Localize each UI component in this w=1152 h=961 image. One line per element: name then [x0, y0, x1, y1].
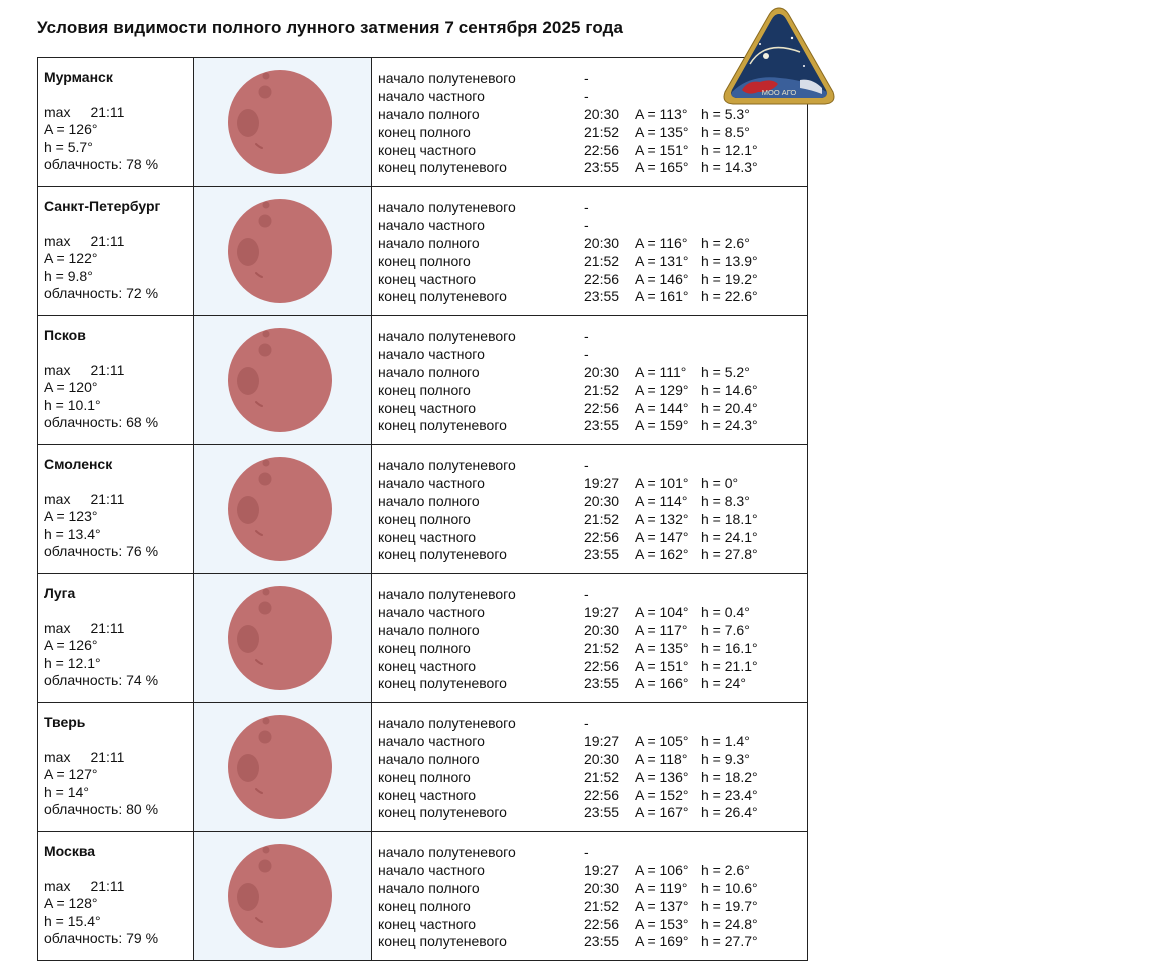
event-row — [378, 417, 807, 435]
event-azimuth — [635, 328, 701, 346]
event-row — [378, 271, 807, 289]
event-altitude: h = 0° — [701, 474, 739, 491]
altitude-value: h = 10.1° — [44, 396, 101, 413]
city-name: Тверь — [44, 714, 86, 730]
event-altitude: h = 24.8° — [701, 915, 758, 932]
event-row — [378, 288, 807, 306]
max-time: 21:11 — [90, 619, 125, 636]
city-row — [38, 58, 808, 187]
event-azimuth: A = 146° — [635, 270, 689, 287]
events-cell — [372, 445, 808, 574]
moon-image-cell — [194, 574, 372, 703]
event-row — [378, 733, 807, 751]
cloudiness-value: 78 % — [126, 156, 159, 172]
event-altitude: h = 8.5° — [701, 123, 750, 140]
event-row — [378, 400, 807, 418]
event-time: 19:27 — [584, 861, 620, 878]
event-altitude: h = 13.9° — [701, 252, 758, 269]
event-altitude: h = 2.6° — [701, 861, 750, 878]
max-time: 21:11 — [90, 877, 125, 894]
event-row — [378, 715, 807, 733]
max-line: max 21:11 — [44, 490, 125, 507]
event-azimuth: A = 101° — [635, 474, 689, 491]
events-list — [378, 715, 807, 822]
max-time: 21:11 — [90, 103, 125, 120]
event-label: начало частного — [378, 474, 485, 491]
altitude-value: h = 13.4° — [44, 525, 101, 542]
event-row — [378, 253, 807, 271]
event-label: начало полного — [378, 621, 480, 638]
event-altitude: h = 10.6° — [701, 879, 758, 896]
event-row — [378, 658, 807, 676]
event-row — [378, 159, 807, 177]
event-time: 23:55 — [584, 804, 620, 821]
event-label: конец полутеневого — [378, 933, 507, 950]
city-name: Москва — [44, 843, 96, 859]
city-info-cell — [38, 316, 194, 445]
event-row — [378, 640, 807, 658]
cloudiness-line: облачность: 68 % — [44, 414, 159, 430]
event-label: начало частного — [378, 216, 485, 233]
cloudiness-value: 72 % — [126, 285, 159, 301]
event-label: конец частного — [378, 528, 477, 545]
event-altitude: h = 16.1° — [701, 639, 758, 656]
event-time: 19:27 — [584, 603, 620, 620]
azimuth-value: A = 126° — [44, 637, 98, 653]
moon-image-cell — [194, 316, 372, 445]
max-time: 21:11 — [90, 490, 125, 507]
red-moon-icon — [226, 842, 334, 950]
event-time: 22:56 — [584, 270, 620, 287]
event-azimuth — [635, 457, 701, 475]
event-azimuth: A = 135° — [635, 639, 689, 656]
red-moon-icon — [226, 455, 334, 563]
visibility-table — [37, 57, 808, 961]
event-row — [378, 328, 807, 346]
max-time: 21:11 — [90, 748, 125, 765]
page-title: Условия видимости полного лунного затмения 7 сентября 2025 года — [37, 18, 624, 37]
events-cell — [372, 574, 808, 703]
event-azimuth: A = 151° — [635, 657, 689, 674]
event-azimuth — [635, 715, 701, 733]
event-time: - — [584, 199, 589, 215]
max-line: max 21:11 — [44, 232, 125, 249]
city-name: Мурманск — [44, 69, 113, 85]
event-label: начало полного — [378, 105, 480, 122]
event-time: 20:30 — [584, 621, 620, 638]
event-time: 20:30 — [584, 879, 620, 896]
event-label: конец частного — [378, 657, 477, 674]
events-list — [378, 199, 807, 306]
event-row — [378, 457, 807, 475]
azimuth-value: A = 123° — [44, 508, 98, 524]
altitude-value: h = 9.8° — [44, 267, 93, 284]
event-row — [378, 675, 807, 693]
event-altitude: h = 24.3° — [701, 417, 758, 434]
event-label: конец полного — [378, 639, 471, 656]
event-label: конец полутеневого — [378, 288, 507, 305]
event-altitude: h = 14.3° — [701, 159, 758, 176]
event-row — [378, 124, 807, 142]
event-row — [378, 586, 807, 604]
event-label: конец частного — [378, 399, 477, 416]
event-label: начало полного — [378, 363, 480, 380]
event-time: 21:52 — [584, 381, 620, 398]
event-altitude: h = 26.4° — [701, 804, 758, 821]
moon-image-cell — [194, 187, 372, 316]
city-name: Санкт-Петербург — [44, 198, 161, 214]
event-row — [378, 475, 807, 493]
event-time: - — [584, 457, 589, 473]
event-altitude: h = 22.6° — [701, 288, 758, 305]
cloudiness-value: 76 % — [126, 543, 159, 559]
moon-image-cell — [194, 832, 372, 961]
event-time: 23:55 — [584, 159, 620, 176]
event-azimuth: A = 151° — [635, 141, 689, 158]
event-altitude: h = 21.1° — [701, 657, 758, 674]
event-label: начало частного — [378, 861, 485, 878]
events-cell — [372, 187, 808, 316]
max-line: max 21:11 — [44, 619, 125, 636]
event-time: 23:55 — [584, 546, 620, 563]
event-altitude: h = 18.1° — [701, 510, 758, 527]
max-line: max 21:11 — [44, 877, 125, 894]
event-altitude: h = 24.1° — [701, 528, 758, 545]
event-label: конец полутеневого — [378, 804, 507, 821]
event-label: начало полутеневого — [378, 70, 516, 86]
event-row — [378, 493, 807, 511]
event-altitude: h = 8.3° — [701, 492, 750, 509]
event-azimuth: A = 144° — [635, 399, 689, 416]
event-azimuth: A = 159° — [635, 417, 689, 434]
event-time: 20:30 — [584, 750, 620, 767]
red-moon-icon — [226, 68, 334, 176]
events-list — [378, 586, 807, 693]
cloudiness-value: 79 % — [126, 930, 159, 946]
red-moon-icon — [226, 197, 334, 305]
event-altitude: h = 27.8° — [701, 546, 758, 563]
event-time: 19:27 — [584, 732, 620, 749]
max-time: 21:11 — [90, 361, 125, 378]
event-time: - — [584, 715, 589, 731]
event-altitude: h = 5.2° — [701, 363, 750, 380]
altitude-value: h = 15.4° — [44, 912, 101, 929]
cloudiness-line: облачность: 78 % — [44, 156, 159, 172]
max-line: max 21:11 — [44, 103, 125, 120]
event-row — [378, 217, 807, 235]
cloudiness-value: 74 % — [126, 672, 159, 688]
event-azimuth: A = 114° — [635, 492, 688, 509]
event-azimuth — [635, 88, 701, 106]
event-label: конец полного — [378, 768, 471, 785]
event-azimuth: A = 147° — [635, 528, 689, 545]
event-row — [378, 787, 807, 805]
event-label: конец полутеневого — [378, 675, 507, 692]
event-azimuth: A = 135° — [635, 123, 689, 140]
event-azimuth: A = 113° — [635, 105, 688, 122]
event-azimuth: A = 137° — [635, 897, 689, 914]
event-label: начало полного — [378, 750, 480, 767]
event-altitude: h = 0.4° — [701, 603, 750, 620]
event-time: - — [584, 328, 589, 344]
city-info-cell — [38, 574, 194, 703]
event-azimuth: A = 167° — [635, 804, 689, 821]
event-time: - — [584, 586, 589, 602]
event-label: конец частного — [378, 915, 477, 932]
event-altitude: h = 14.6° — [701, 381, 758, 398]
moon-image-cell — [194, 58, 372, 187]
event-altitude: h = 23.4° — [701, 786, 758, 803]
red-moon-icon — [226, 584, 334, 692]
event-label: конец полутеневого — [378, 546, 507, 563]
event-azimuth: A = 161° — [635, 288, 689, 305]
event-azimuth — [635, 346, 701, 364]
max-time: 21:11 — [90, 232, 125, 249]
events-list — [378, 844, 807, 951]
cloudiness-line: облачность: 74 % — [44, 672, 159, 688]
azimuth-value: A = 126° — [44, 121, 98, 137]
city-name: Луга — [44, 585, 76, 601]
event-time: 22:56 — [584, 915, 620, 932]
event-row — [378, 199, 807, 217]
event-azimuth: A = 132° — [635, 510, 689, 527]
event-row — [378, 933, 807, 951]
event-label: начало полутеневого — [378, 199, 516, 215]
event-azimuth — [635, 844, 701, 862]
event-time: 23:55 — [584, 675, 620, 692]
event-row — [378, 346, 807, 364]
event-azimuth: A = 111° — [635, 363, 687, 380]
event-altitude: h = 7.6° — [701, 621, 750, 638]
event-label: начало полутеневого — [378, 586, 516, 602]
event-label: конец полутеневого — [378, 159, 507, 176]
event-label: начало полутеневого — [378, 844, 516, 860]
cloudiness-line: облачность: 72 % — [44, 285, 159, 301]
event-row — [378, 880, 807, 898]
event-row — [378, 844, 807, 862]
cloudiness-value: 68 % — [126, 414, 159, 430]
event-time: - — [584, 87, 589, 104]
event-azimuth: A = 131° — [635, 252, 689, 269]
city-info-cell — [38, 58, 194, 187]
event-label: начало частного — [378, 345, 485, 362]
event-time: 23:55 — [584, 933, 620, 950]
city-name: Псков — [44, 327, 86, 343]
event-altitude: h = 20.4° — [701, 399, 758, 416]
city-info-cell — [38, 832, 194, 961]
city-row — [38, 703, 808, 832]
event-label: конец полного — [378, 123, 471, 140]
altitude-value: h = 5.7° — [44, 138, 93, 155]
event-time: 22:56 — [584, 657, 620, 674]
event-azimuth: A = 105° — [635, 732, 689, 749]
event-time: 21:52 — [584, 510, 620, 527]
event-label: начало частного — [378, 87, 485, 104]
city-info-cell — [38, 703, 194, 832]
event-azimuth: A = 162° — [635, 546, 689, 563]
event-altitude: h = 19.7° — [701, 897, 758, 914]
event-label: конец частного — [378, 270, 477, 287]
event-row — [378, 916, 807, 934]
event-time: - — [584, 844, 589, 860]
altitude-value: h = 14° — [44, 783, 89, 800]
red-moon-icon — [226, 326, 334, 434]
event-azimuth: A = 166° — [635, 675, 689, 692]
event-row — [378, 546, 807, 564]
events-cell — [372, 832, 808, 961]
moon-image-cell — [194, 703, 372, 832]
event-row — [378, 142, 807, 160]
event-altitude: h = 9.3° — [701, 750, 750, 767]
event-azimuth — [635, 70, 701, 88]
events-list — [378, 457, 807, 564]
city-row — [38, 187, 808, 316]
altitude-value: h = 12.1° — [44, 654, 101, 671]
event-label: начало полного — [378, 234, 480, 251]
event-azimuth: A = 117° — [635, 621, 688, 638]
cloudiness-value: 80 % — [126, 801, 159, 817]
moo-ago-logo-icon — [720, 4, 838, 112]
azimuth-value: A = 127° — [44, 766, 98, 782]
city-name: Смоленск — [44, 456, 113, 472]
event-azimuth — [635, 586, 701, 604]
event-time: 20:30 — [584, 234, 620, 251]
event-azimuth — [635, 199, 701, 217]
city-row — [38, 832, 808, 961]
max-line: max 21:11 — [44, 748, 125, 765]
event-azimuth: A = 104° — [635, 603, 689, 620]
azimuth-value: A = 122° — [44, 250, 98, 266]
event-time: 22:56 — [584, 528, 620, 545]
event-row — [378, 604, 807, 622]
event-altitude: h = 12.1° — [701, 141, 758, 158]
event-label: начало полного — [378, 879, 480, 896]
azimuth-value: A = 128° — [44, 895, 98, 911]
event-time: 19:27 — [584, 474, 620, 491]
event-time: - — [584, 216, 589, 233]
city-row — [38, 316, 808, 445]
azimuth-value: A = 120° — [44, 379, 98, 395]
event-altitude: h = 24° — [701, 675, 746, 692]
event-time: 20:30 — [584, 363, 620, 380]
max-line: max 21:11 — [44, 361, 125, 378]
event-time: 21:52 — [584, 897, 620, 914]
event-time: 21:52 — [584, 768, 620, 785]
cloudiness-line: облачность: 79 % — [44, 930, 159, 946]
event-label: конец частного — [378, 141, 477, 158]
moon-image-cell — [194, 445, 372, 574]
event-row — [378, 751, 807, 769]
event-azimuth: A = 118° — [635, 750, 688, 767]
city-row — [38, 445, 808, 574]
event-altitude: h = 1.4° — [701, 732, 750, 749]
event-altitude: h = 2.6° — [701, 234, 750, 251]
event-azimuth — [635, 217, 701, 235]
event-time: 21:52 — [584, 123, 620, 140]
cloudiness-line: облачность: 80 % — [44, 801, 159, 817]
event-label: начало полутеневого — [378, 715, 516, 731]
event-azimuth: A = 119° — [635, 879, 688, 896]
event-label: конец полного — [378, 897, 471, 914]
event-label: конец полного — [378, 510, 471, 527]
event-row — [378, 364, 807, 382]
event-label: начало полного — [378, 492, 480, 509]
event-row — [378, 769, 807, 787]
event-time: 22:56 — [584, 399, 620, 416]
event-altitude: h = 5.3° — [701, 105, 750, 122]
event-label: начало полутеневого — [378, 457, 516, 473]
event-row — [378, 862, 807, 880]
event-label: конец частного — [378, 786, 477, 803]
city-row — [38, 574, 808, 703]
event-time: 21:52 — [584, 252, 620, 269]
svg-text:МОО АГО: МОО АГО — [761, 88, 797, 97]
red-moon-icon — [226, 713, 334, 821]
event-azimuth: A = 169° — [635, 933, 689, 950]
event-time: - — [584, 345, 589, 362]
events-cell — [372, 316, 808, 445]
event-row — [378, 804, 807, 822]
event-label: начало частного — [378, 603, 485, 620]
event-row — [378, 511, 807, 529]
event-row — [378, 235, 807, 253]
event-label: конец полутеневого — [378, 417, 507, 434]
event-time: - — [584, 70, 589, 86]
cloudiness-line: облачность: 76 % — [44, 543, 159, 559]
event-label: начало полутеневого — [378, 328, 516, 344]
event-azimuth: A = 129° — [635, 381, 689, 398]
event-time: 22:56 — [584, 141, 620, 158]
event-time: 21:52 — [584, 639, 620, 656]
event-altitude: h = 18.2° — [701, 768, 758, 785]
city-info-cell — [38, 187, 194, 316]
event-label: конец полного — [378, 252, 471, 269]
event-azimuth: A = 165° — [635, 159, 689, 176]
event-time: 22:56 — [584, 786, 620, 803]
event-azimuth: A = 116° — [635, 234, 688, 251]
city-info-cell — [38, 445, 194, 574]
event-azimuth: A = 152° — [635, 786, 689, 803]
event-time: 23:55 — [584, 288, 620, 305]
event-azimuth: A = 153° — [635, 915, 689, 932]
event-label: конец полного — [378, 381, 471, 398]
event-azimuth: A = 106° — [635, 861, 689, 878]
event-row — [378, 529, 807, 547]
event-time: 20:30 — [584, 492, 620, 509]
event-row — [378, 622, 807, 640]
event-row — [378, 382, 807, 400]
events-cell — [372, 703, 808, 832]
event-time: 20:30 — [584, 105, 620, 122]
event-azimuth: A = 136° — [635, 768, 689, 785]
events-list — [378, 328, 807, 435]
event-row — [378, 898, 807, 916]
event-altitude: h = 27.7° — [701, 933, 758, 950]
event-time: 23:55 — [584, 417, 620, 434]
event-altitude: h = 19.2° — [701, 270, 758, 287]
event-label: начало частного — [378, 732, 485, 749]
